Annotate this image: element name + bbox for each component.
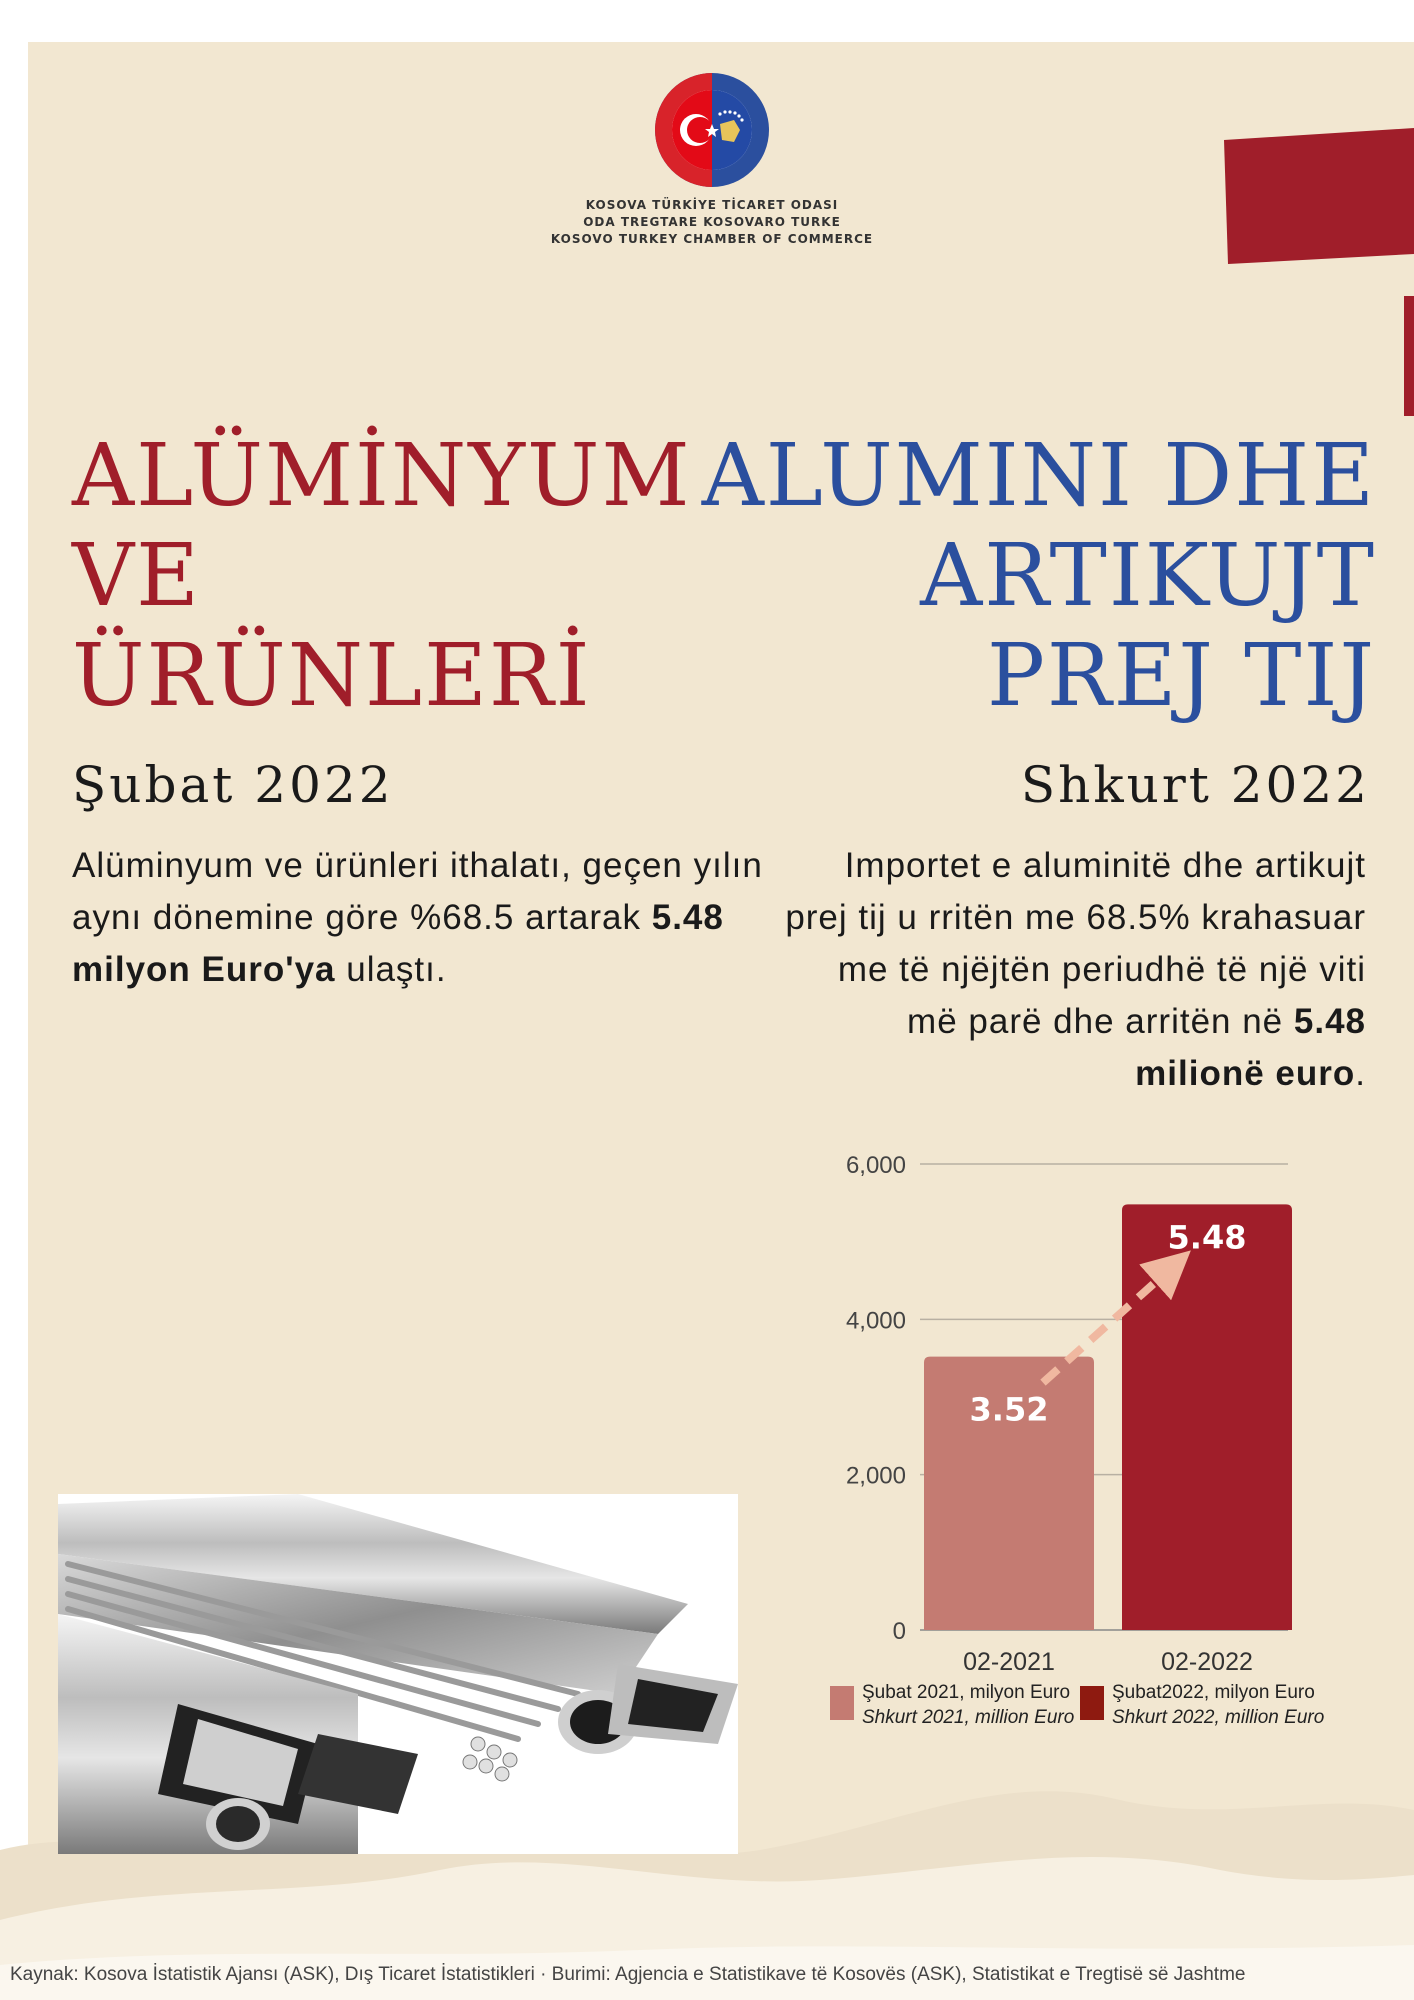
bar [1122, 1204, 1292, 1630]
x-tick-label: 02-2022 [1161, 1648, 1253, 1676]
source-note: Kaynak: Kosova İstatistik Ajansı (ASK), Dış Ticaret İstatistikleri · Burimi: Agjencia e Statistikave të Kosovës (ASK), Statistikat e Tregtisë së Jashtme [10, 1964, 1246, 1985]
summary-tr-text: Alüminyum ve ürünleri ithalatı, geçen yılın aynı dönemine göre %68.5 artarak [72, 846, 763, 937]
aluminium-profiles-image [58, 1494, 738, 1854]
y-tick-label: 4,000 [845, 1307, 906, 1335]
data-label: 5.48 [1167, 1218, 1247, 1257]
legend-2021-line2: Shkurt 2021, million Euro [862, 1707, 1075, 1728]
import-bar-chart [820, 1140, 1340, 1740]
x-tick-label: 02-2021 [963, 1648, 1055, 1676]
summary-sq-text: Importet e aluminitë dhe artikujt prej tij u rritën me 68.5% krahasuar me të njëjtën periudhë të një viti më parë dhe arritën në [785, 846, 1366, 1041]
red-side-strip [1404, 296, 1414, 416]
title-turkish [72, 426, 712, 726]
title-tr-line: VE [72, 526, 201, 626]
red-decoration [1224, 128, 1414, 264]
legend-2022-line1: Şubat2022, milyon Euro [1112, 1682, 1315, 1703]
summary-sq-highlight: 5.48 milionë euro [1135, 1002, 1366, 1093]
title-sq-line: PREJ TIJ [986, 626, 1376, 726]
legend-text-2022 [1112, 1680, 1324, 1730]
org-name-en: KOSOVO TURKEY CHAMBER OF COMMERCE [550, 232, 874, 246]
date-turkish: Şubat 2022 [72, 756, 394, 814]
chamber-logo [654, 72, 770, 188]
y-tick-label: 2,000 [845, 1462, 906, 1490]
legend-swatch-2022 [1080, 1686, 1104, 1720]
summary-sq-end: . [1355, 1054, 1366, 1093]
legend-swatch-2021 [830, 1686, 854, 1720]
summary-turkish [72, 840, 792, 996]
date-albanian: Shkurt 2022 [1020, 756, 1370, 814]
legend-2021-line1: Şubat 2021, milyon Euro [862, 1682, 1071, 1703]
title-tr-line: ALÜMİNYUM [72, 426, 692, 526]
y-tick-label: 0 [892, 1618, 906, 1645]
legend-text-2021 [862, 1680, 1074, 1730]
title-sq-line: ALUMINI DHE [701, 426, 1376, 526]
legend-2022-line2: Shkurt 2022, million Euro [1112, 1707, 1325, 1728]
summary-tr-end: ulaştı. [335, 950, 447, 989]
title-tr-line: ÜRÜNLERİ [72, 626, 592, 726]
data-label: 3.52 [969, 1390, 1049, 1429]
title-sq-line: ARTIKUJT [920, 526, 1376, 626]
summary-albanian [780, 840, 1366, 1100]
summary-tr-highlight: 5.48 milyon Euro'ya [72, 898, 724, 989]
title-albanian [700, 426, 1376, 726]
org-name-sq: ODA TREGTARE KOSOVARO TURKE [583, 215, 841, 229]
y-tick-label: 6,000 [845, 1152, 906, 1179]
org-name-tr: KOSOVA TÜRKİYE TİCARET ODASI [585, 198, 839, 212]
